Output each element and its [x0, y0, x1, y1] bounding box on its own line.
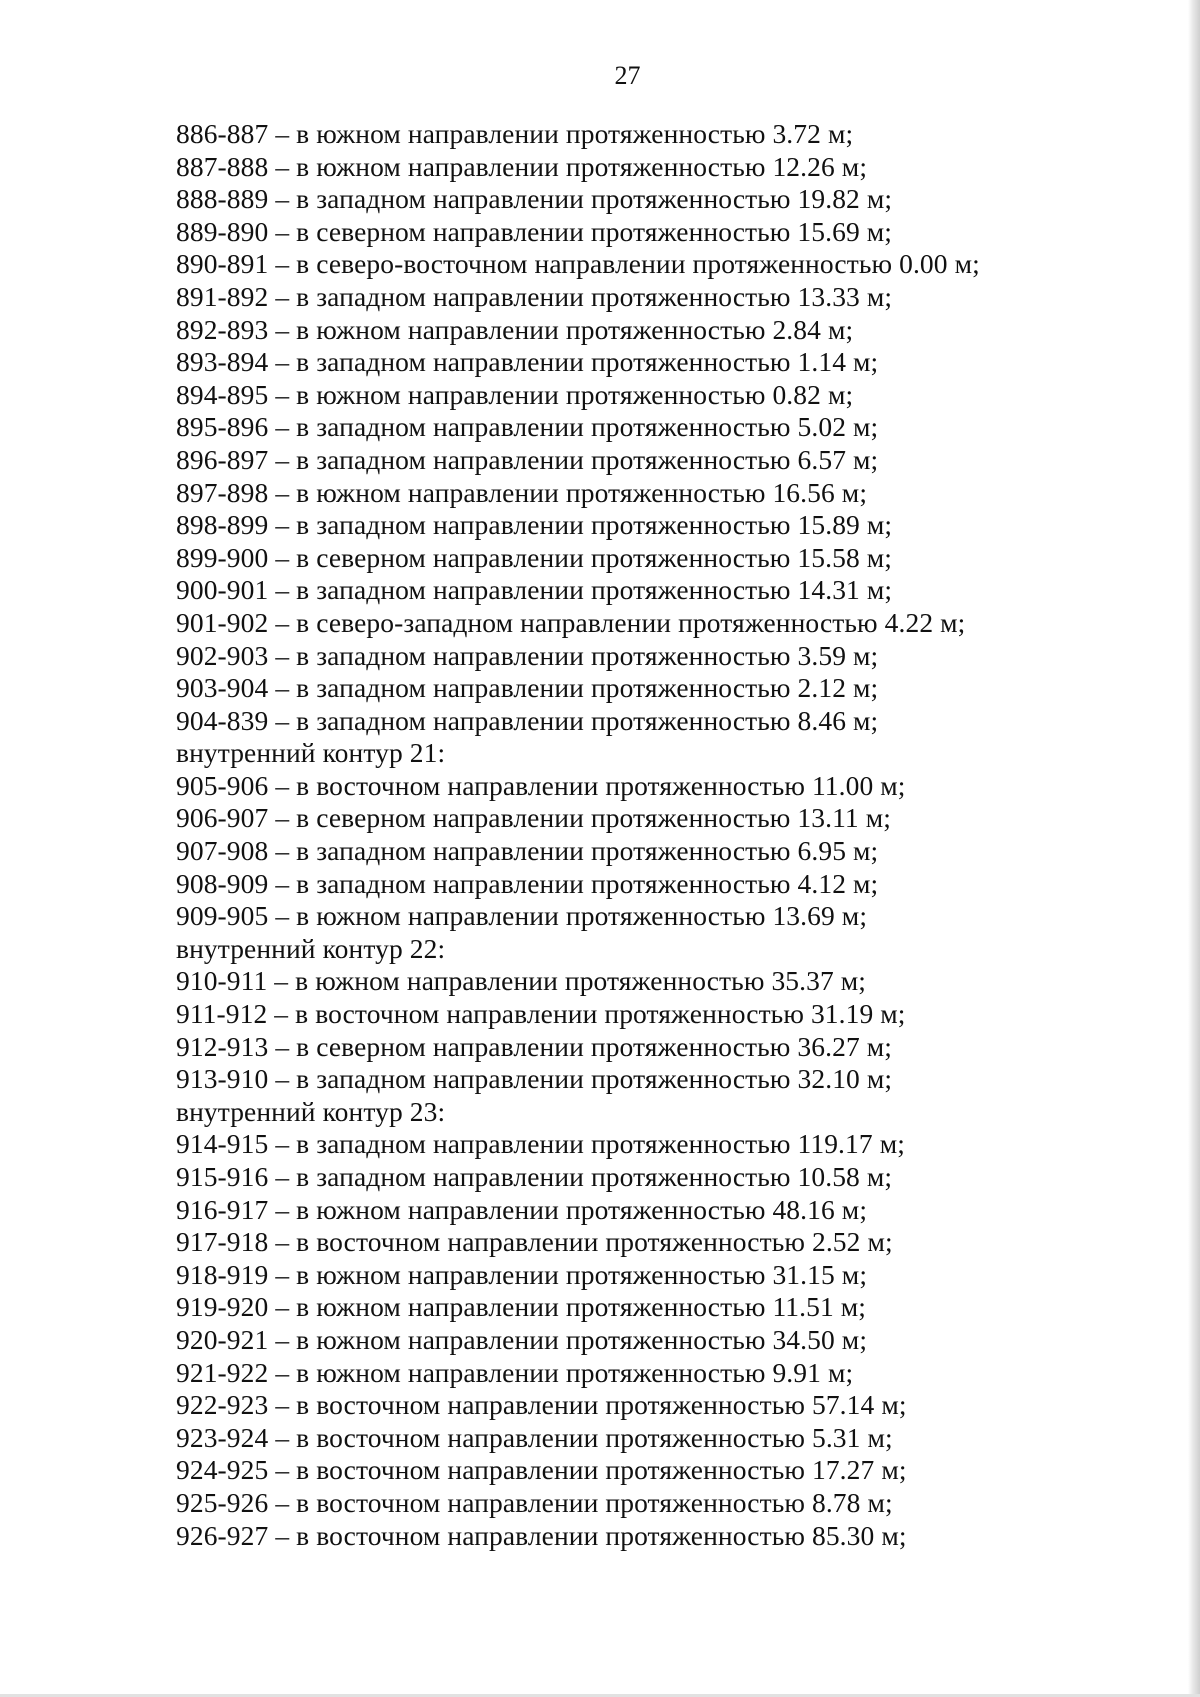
list-item: 900-901 – в западном направлении протяженностью 14.31 м;	[176, 574, 893, 606]
scan-edge-shadow	[1188, 0, 1200, 1697]
list-item: 898-899 – в западном направлении протяженностью 15.89 м;	[176, 509, 893, 541]
list-item: 901-902 – в северо-западном направлении протяженностью 4.22 м;	[176, 606, 966, 638]
list-item: 891-892 – в западном направлении протяженностью 13.33 м;	[176, 280, 893, 312]
list-item: 913-910 – в западном направлении протяженностью 32.10 м;	[176, 1063, 893, 1095]
list-item: 912-913 – в северном направлении протяженностью 36.27 м;	[176, 1030, 893, 1062]
list-item: 924-925 – в восточном направлении протяженностью 17.27 м;	[176, 1454, 907, 1486]
contour-heading: внутренний контур 22:	[176, 932, 446, 964]
list-item: 908-909 – в западном направлении протяженностью 4.12 м;	[176, 867, 879, 899]
page-number: 27	[614, 61, 641, 90]
list-item: 926-927 – в восточном направлении протяженностью 85.30 м;	[176, 1519, 907, 1551]
list-item: 892-893 – в южном направлении протяженностью 2.84 м;	[176, 313, 854, 345]
list-item: 906-907 – в северном направлении протяженностью 13.11 м;	[176, 802, 892, 834]
list-item: 922-923 – в восточном направлении протяженностью 57.14 м;	[176, 1389, 907, 1421]
list-item: 902-903 – в западном направлении протяженностью 3.59 м;	[176, 639, 879, 671]
list-item: 890-891 – в северо-восточном направлении протяженностью 0.00 м;	[176, 248, 980, 280]
list-item: 887-888 – в южном направлении протяженностью 12.26 м;	[176, 150, 868, 182]
list-item: 893-894 – в западном направлении протяженностью 1.14 м;	[176, 346, 879, 378]
list-item: 911-912 – в восточном направлении протяженностью 31.19 м;	[176, 998, 906, 1030]
list-item: 903-904 – в западном направлении протяженностью 2.12 м;	[176, 672, 879, 704]
list-item: 923-924 – в восточном направлении протяженностью 5.31 м;	[176, 1421, 893, 1453]
list-item: 925-926 – в восточном направлении протяженностью 8.78 м;	[176, 1486, 893, 1518]
list-item: 896-897 – в западном направлении протяженностью 6.57 м;	[176, 443, 879, 475]
list-item: 917-918 – в восточном направлении протяженностью 2.52 м;	[176, 1226, 893, 1258]
list-item: 889-890 – в северном направлении протяженностью 15.69 м;	[176, 215, 893, 247]
list-item: 895-896 – в западном направлении протяженностью 5.02 м;	[176, 411, 879, 443]
list-item: 920-921 – в южном направлении протяженностью 34.50 м;	[176, 1323, 868, 1355]
list-item: 921-922 – в южном направлении протяженностью 9.91 м;	[176, 1356, 854, 1388]
list-item: 894-895 – в южном направлении протяженностью 0.82 м;	[176, 378, 854, 410]
list-item: 918-919 – в южном направлении протяженностью 31.15 м;	[176, 1258, 868, 1290]
contour-heading: внутренний контур 21:	[176, 737, 446, 769]
list-item: 905-906 – в восточном направлении протяженностью 11.00 м;	[176, 769, 906, 801]
list-item: 916-917 – в южном направлении протяженностью 48.16 м;	[176, 1193, 868, 1225]
list-item: 915-916 – в западном направлении протяженностью 10.58 м;	[176, 1161, 893, 1192]
list-item: 886-887 – в южном направлении протяженностью 3.72 м;	[176, 118, 854, 149]
contour-heading: внутренний контур 23:	[176, 1095, 446, 1127]
list-item: 914-915 – в западном направлении протяженностью 119.17 м;	[176, 1128, 905, 1160]
list-item: 910-911 – в южном направлении протяженностью 35.37 м;	[176, 965, 867, 997]
list-item: 919-920 – в южном направлении протяженностью 11.51 м;	[176, 1291, 867, 1323]
list-item: 909-905 – в южном направлении протяженностью 13.69 м;	[176, 900, 868, 932]
list-item: 907-908 – в западном направлении протяженностью 6.95 м;	[176, 835, 879, 867]
list-item: 904-839 – в западном направлении протяженностью 8.46 м;	[176, 704, 879, 736]
list-item: 888-889 – в западном направлении протяженностью 19.82 м;	[176, 183, 893, 215]
boundary-segments-list	[176, 118, 1176, 1552]
list-item: 899-900 – в северном направлении протяженностью 15.58 м;	[176, 541, 893, 573]
list-item: 897-898 – в южном направлении протяженностью 16.56 м;	[176, 476, 868, 508]
